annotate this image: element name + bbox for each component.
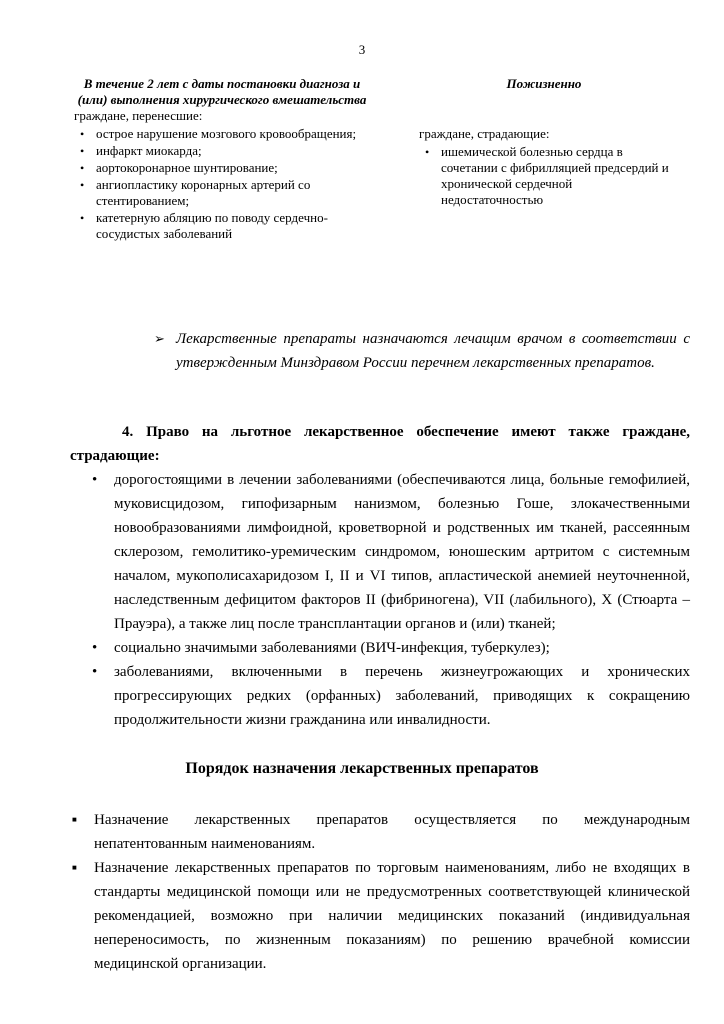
left-column-heading: В течение 2 лет с даты постановки диагноза и (или) выполнения хирургического вмешательства <box>77 76 367 107</box>
arrow-icon: ➢ <box>154 331 165 346</box>
left-column-subheading: граждане, перенесшие: <box>74 108 203 123</box>
list-item: • катетерную абляцию по поводу сердечно-сосудистых заболеваний <box>74 210 374 242</box>
list-item: • острое нарушение мозгового кровообращения; <box>74 126 374 142</box>
list-item: • заболеваниями, включенными в перечень жизнеугрожающих и хронических прогрессирующих редких (орфанных) заболеваний, приводящих к сокращению продолжительности жизни гражданина или инвалидности. <box>70 660 690 732</box>
note-text: Лекарственные препараты назначаются лечащим врачом в соответствии с утвержденным Минздравом России перечнем лекарственных препаратов. <box>176 331 690 371</box>
section-4-list <box>70 468 690 732</box>
section-4 <box>70 420 690 732</box>
order-heading: Порядок назначения лекарственных препаратов <box>185 760 539 777</box>
section-4-title: 4. Право на льготное лекарственное обеспечение имеют также граждане, страдающие: <box>70 424 690 464</box>
list-item: • дорогостоящими в лечении заболеваниями (обеспечиваются лица, больные гемофилией, муковисцидозом, гипофизарным нанизмом, болезнью Гоше, злокачественными новообразованиями лимфоидной, кроветворной и родственных им тканей, рассеянным склерозом, гемолитико-уремическим синдромом, юношеским артритом с системным началом, мукополисахаридозом I, II и VI типов, апластической анемией неуточненной, наследственным дефицитом факторов II (фибриногена), VII (лабильного), X (Стюарта – Прауэра), а также лиц после трансплантации органов и (или) тканей; <box>70 468 690 636</box>
right-column-subheading: граждане, страдающие: <box>419 126 550 141</box>
list-item: • инфаркт миокарда; <box>74 143 374 159</box>
list-item: ■ Назначение лекарственных препаратов осуществляется по международным непатентованным наименованиям. <box>70 808 690 856</box>
right-column-list <box>419 144 669 208</box>
right-column-heading: Пожизненно <box>506 76 582 91</box>
left-column-list <box>74 126 374 242</box>
list-item: ■ Назначение лекарственных препаратов по торговым наименованиям, либо не входящих в стандарты медицинской помощи или не предусмотренных соответствующей клинической рекомендацией, возможно при наличии медицинских показаний (индивидуальная непереносимость, по жизненным показаниям) по решению врачебной комиссии медицинской организации. <box>70 856 690 976</box>
right-column <box>419 76 669 209</box>
left-column <box>74 76 374 243</box>
list-item: • ангиопластику коронарных артерий со стентированием; <box>74 177 374 209</box>
list-item: • социально значимыми заболеваниями (ВИЧ-инфекция, туберкулез); <box>70 636 690 660</box>
list-item: • аортокоронарное шунтирование; <box>74 160 374 176</box>
order-list <box>70 808 690 976</box>
page-number: 3 <box>358 42 366 57</box>
list-item: • ишемической болезнью сердца в сочетании с фибрилляцией предсердий и хронической сердечной недостаточностью <box>419 144 669 208</box>
prescription-note <box>154 327 690 375</box>
